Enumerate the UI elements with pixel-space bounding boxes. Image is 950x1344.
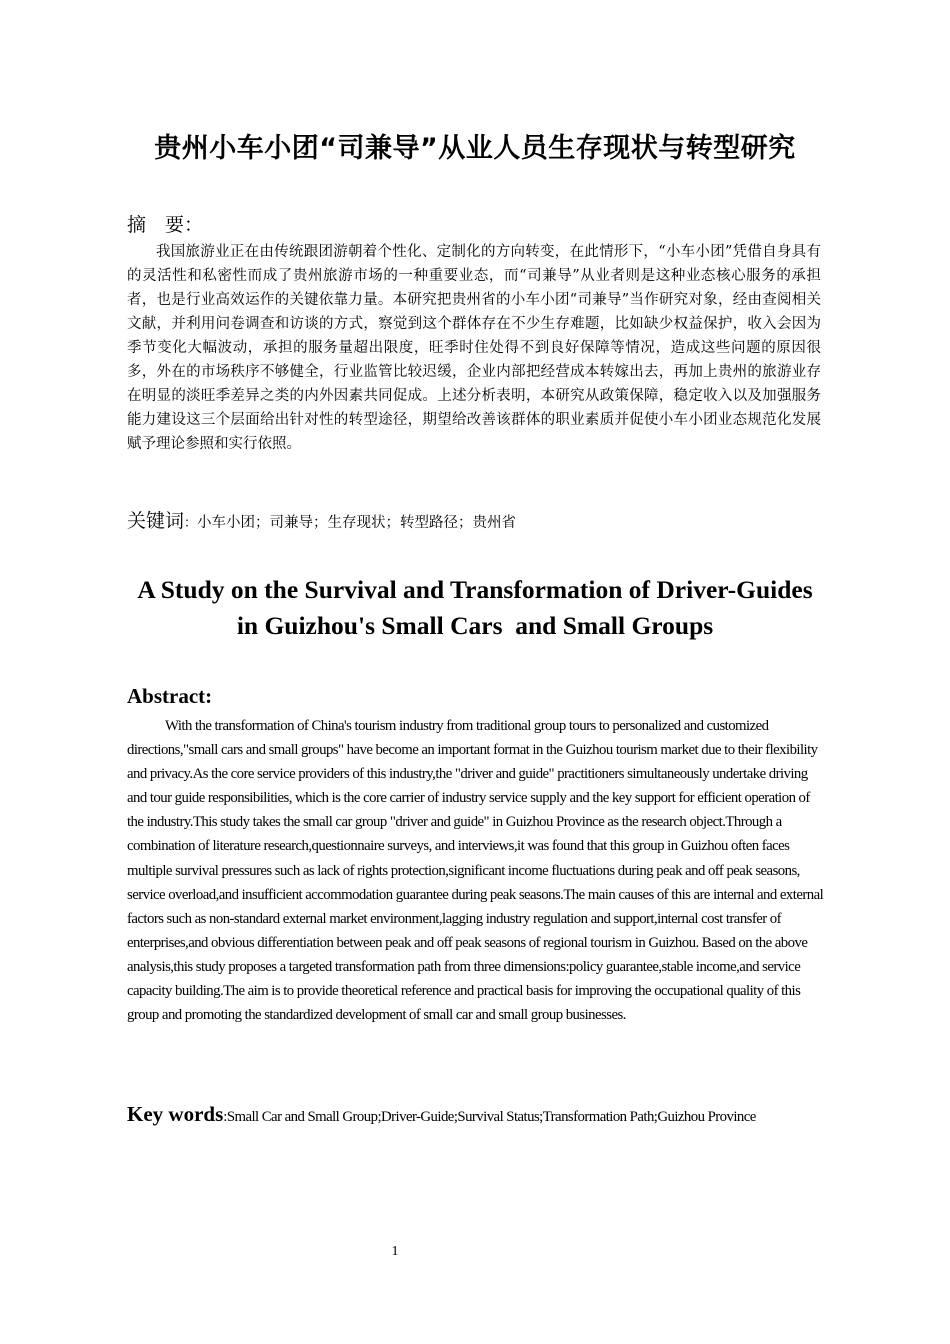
english-keywords-separator: : xyxy=(223,1109,227,1125)
english-title xyxy=(100,572,850,644)
english-keywords-list: Small Car and Small Group;Driver-Guide;Survival Status;Transformation Path;Guizhou Province xyxy=(226,1109,756,1125)
chinese-keywords-list: 小车小团；司兼导；生存现状；转型路径；贵州省 xyxy=(197,515,517,531)
english-abstract-label: Abstract: xyxy=(127,684,213,708)
page-number: 1 xyxy=(391,1244,399,1259)
chinese-abstract-label: 摘 要： xyxy=(127,214,204,236)
chinese-keywords-label: 关键词 xyxy=(127,510,185,532)
english-title-line-1: A Study on the Survival and Transformation of Driver-Guides xyxy=(137,575,813,604)
english-keywords xyxy=(127,1102,847,1127)
english-keywords-label: Key words xyxy=(127,1102,224,1126)
english-abstract-body: With the transformation of China's tourism industry from traditional group tours to personalized and customized directions,"small cars and small groups" have become an important format in the Guizhou tourism market due to their flexibility and privacy.As the core service providers of this industry,the "driver and guide" practitioners simultaneously undertake driving and tour guide responsibilities, which is the core carrier of industry service supply and the key support for efficient operation of the industry.This study takes the small car group "driver and guide" in Guizhou Province as the research object.Through a combination of literature research,questionnaire surveys, and interviews,it was found that this group in Guizhou often faces multiple survival pressures such as lack of rights protection,significant income fluctuations during peak and off peak seasons, service overload,and insufficient accommodation guarantee during peak seasons.The main causes of this are internal and external factors such as non-standard external market environment,lagging industry regulation and support,internal cost transfer of enterprises,and obvious differentiation between peak and off peak seasons of regional tourism in Guizhou. Based on the above analysis,this study proposes a targeted transformation path from three dimensions:policy guarantee,stable income,and service capacity building.The aim is to provide theoretical reference and practical basis for improving the occupational quality of this group and promoting the standardized development of small car and small group businesses. xyxy=(127,718,824,1024)
chinese-title: 贵州小车小团“司兼导”从业人员生存现状与转型研究 xyxy=(154,133,796,164)
english-title-line-2: in Guizhou's Small Cars and Small Groups xyxy=(236,611,714,640)
chinese-keywords xyxy=(127,506,821,533)
chinese-abstract-body: 我国旅游业正在由传统跟团游朝着个性化、定制化的方向转变，在此情形下，“小车小团”凭借自身具有的灵活性和私密性而成了贵州旅游市场的一种重要业态，而“司兼导”从业者则是这种业态核心服务的承担者，也是行业高效运作的关键依靠力量。本研究把贵州省的小车小团“司兼导”当作研究对象，经由查阅相关文献，并利用问卷调查和访谈的方式，察觉到这个群体存在不少生存难题，比如缺少权益保护，收入会因为季节变化大幅波动，承担的服务量超出限度，旺季时住处得不到良好保障等情况，造成这些问题的原因很多，外在的市场秩序不够健全，行业监管比较迟缓，企业内部把经营成本转嫁出去，再加上贵州的旅游业存在明显的淡旺季差异之类的内外因素共同促成。上述分析表明，本研究从政策保障，稳定收入以及加强服务能力建设这三个层面给出针对性的转型途径，期望给改善该群体的职业素质并促使小车小团业态规范化发展赋予理论参照和实行依照。 xyxy=(127,244,821,452)
chinese-keywords-separator: ： xyxy=(184,516,198,531)
